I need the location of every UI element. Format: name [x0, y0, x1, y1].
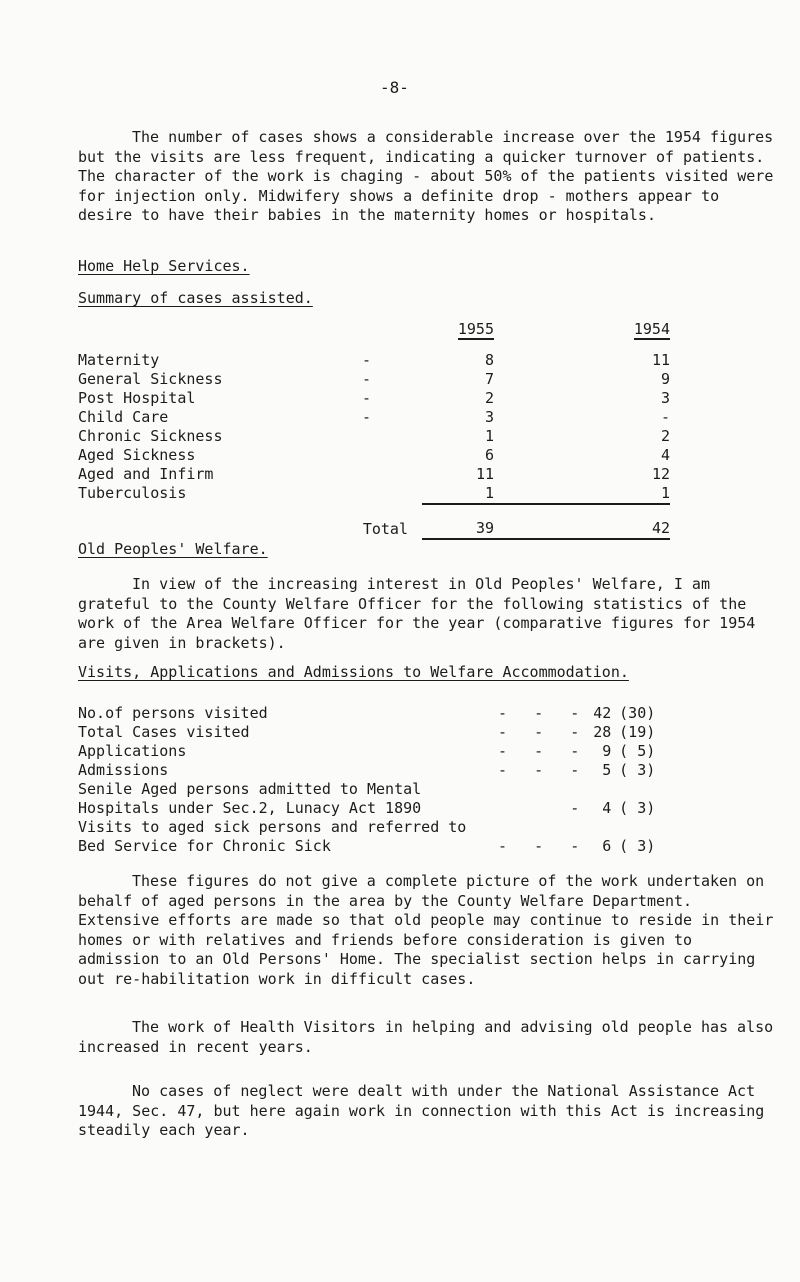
table-row: Tuberculosis 1 1 — [78, 484, 670, 502]
table-row: Total Cases visited - - - 28 (19) — [78, 723, 656, 741]
intro-paragraph: The number of cases shows a considerable increase over the 1954 figures but the visits are less frequent, indicating a quicker turnover of patients. The character of the work is chaging - about 50% of the patients visited were for injection only. Midwifery shows a definite drop - mothers appear to desire to have their babies in the maternity homes or hospitals. — [78, 128, 774, 224]
table-row: Child Care - 3 - — [78, 408, 670, 426]
table-row: General Sickness - 7 9 — [78, 370, 670, 388]
table-row: Aged and Infirm 11 12 — [78, 465, 670, 483]
col-1954-header: 1954 — [633, 320, 670, 338]
table-row: Bed Service for Chronic Sick - - - 6 ( 3) — [78, 837, 656, 855]
table-row: Post Hospital - 2 3 — [78, 389, 670, 407]
neglect-paragraph: No cases of neglect were dealt with under the National Assistance Act 1944, Sec. 47, but here again work in connection with this Act is increasing steadily each year. — [78, 1082, 765, 1139]
total-1955: 39 — [422, 519, 494, 539]
col-1955-header: 1955 — [457, 320, 494, 338]
table-row: No.of persons visited - - - 42 (30) — [78, 704, 656, 722]
home-help-heading: Home Help Services. — [78, 257, 250, 275]
total-row: Total 39 42 — [362, 519, 670, 538]
visits-table — [78, 704, 655, 856]
table-header-row — [78, 320, 670, 339]
table-row: Hospitals under Sec.2, Lunacy Act 1890 - 4 ( 3) — [78, 799, 656, 817]
old-peoples-heading: Old Peoples' Welfare. — [78, 540, 268, 558]
table-row: Senile Aged persons admitted to Mental — [78, 780, 422, 798]
home-help-table — [78, 320, 670, 540]
figures-paragraph: These figures do not give a complete picture of the work undertaken on behalf of aged persons in the area by the County Welfare Department. Extensive efforts are made so that old people may continue to reside in their homes or with relatives and friends before consideration is given to admission to an Old Persons' Home. The specialist section helps in carrying out re-habilitation work in difficult cases. — [78, 872, 774, 988]
table-row: Visits to aged sick persons and referred to — [78, 818, 467, 836]
summary-subheading: Summary of cases assisted. — [78, 289, 313, 307]
old-peoples-paragraph: In view of the increasing interest in Old Peoples' Welfare, I am grateful to the County Welfare Officer for the following statistics of the work of the Area Welfare Officer for the year (comparative figures for 1954 are given in brackets). — [78, 575, 756, 652]
table-row: Admissions - - - 5 ( 3) — [78, 761, 656, 779]
page-number: -8- — [380, 78, 409, 97]
table-row: Chronic Sickness 1 2 — [78, 427, 670, 445]
table-row: Applications - - - 9 ( 5) — [78, 742, 656, 760]
visits-heading: Visits, Applications and Admissions to Welfare Accommodation. — [78, 663, 629, 681]
total-1954: 42 — [494, 519, 670, 539]
table-row: Maternity - 8 11 — [78, 351, 670, 369]
health-visitors-paragraph: The work of Health Visitors in helping and advising old people has also increased in recent years. — [78, 1018, 774, 1056]
table-row: Aged Sickness 6 4 — [78, 446, 670, 464]
